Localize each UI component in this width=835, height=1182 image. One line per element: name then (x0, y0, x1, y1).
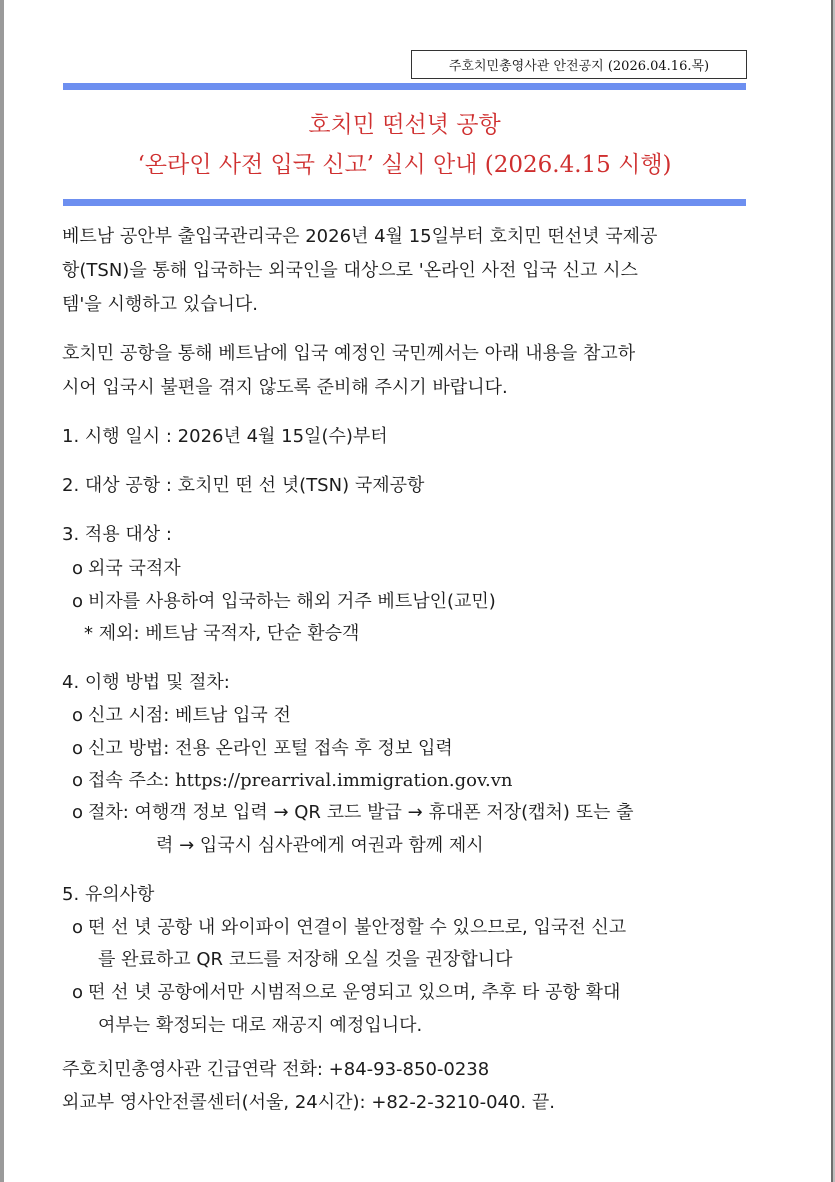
mofa-call-center-contact: 외교부 영사안전콜센터(서울, 24시간): +82-2-3210-040. 끝. (62, 1092, 555, 1113)
section-4-item (62, 701, 291, 731)
section-2-target-airport: 2. 대상 공항 : 호치민 떤 선 녓(TSN) 국제공항 (62, 475, 425, 496)
section-4-item-text: 절차: 여행객 정보 입력 → QR 코드 발급 → 휴대폰 저장(캡처) 또는 출 (88, 802, 634, 823)
prearrival-portal-link[interactable]: https://prearrival.immigration.gov.vn (175, 770, 513, 791)
section-5-heading: 5. 유의사항 (62, 884, 155, 905)
section-4-heading: 4. 이행 방법 및 절차: (62, 672, 230, 693)
notice-header-label: 주호치민총영사관 안전공지 (2026.04.16.목) (448, 59, 710, 74)
section-3-item-text: 비자를 사용하여 입국하는 해외 거주 베트남인(교민) (88, 591, 496, 612)
section-4-url-label: 접속 주소: (88, 770, 170, 791)
section-3-item (62, 587, 496, 617)
intro-para1-line3: 템'을 시행하고 있습니다. (62, 294, 258, 315)
intro-para2-line1: 호치민 공항을 통해 베트남에 입국 예정인 국민께서는 아래 내용을 참고하 (62, 343, 636, 364)
title-divider-bottom (63, 199, 746, 206)
section-5-item-text: 떤 선 녓 공항에서만 시범적으로 운영되고 있으며, 추후 타 공항 확대 (88, 982, 621, 1003)
bullet-icon: o (72, 705, 84, 726)
intro-para2-line2: 시어 입국시 불편을 겪지 않도록 준비해 주시기 바랍니다. (62, 377, 508, 398)
section-4-item (62, 766, 512, 796)
section-4-item-text: 신고 시점: 베트남 입국 전 (88, 705, 291, 726)
section-3-heading: 3. 적용 대상 : (62, 524, 172, 545)
page-frame-right (830, 0, 835, 1182)
section-1-effective-date: 1. 시행 일시 : 2026년 4월 15일(수)부터 (62, 426, 388, 447)
section-5-item (62, 978, 620, 1008)
section-5-item-text: 떤 선 녓 공항 내 와이파이 연결이 불안정할 수 있으므로, 입국전 신고 (88, 917, 627, 938)
page-frame-left (0, 0, 4, 1182)
section-3-item (62, 554, 181, 584)
title-divider-top (63, 83, 746, 90)
consulate-emergency-contact: 주호치민총영사관 긴급연락 전화: +84-93-850-0238 (62, 1059, 490, 1080)
bullet-icon: o (72, 738, 84, 759)
intro-para1-line1: 베트남 공안부 출입국관리국은 2026년 4월 15일부터 호치민 떤선녓 국제공 (62, 226, 658, 247)
bullet-icon: o (72, 917, 84, 938)
bullet-icon: o (72, 558, 84, 579)
section-5-item-continuation: 여부는 확정되는 대로 재공지 예정입니다. (98, 1015, 423, 1036)
bullet-icon: o (72, 591, 84, 612)
page-title-line2: ‘온라인 사전 입국 신고’ 실시 안내 (2026.4.15 시행) (137, 152, 672, 178)
section-4-item-continuation: 력 → 입국시 심사관에게 여권과 함께 제시 (156, 835, 484, 856)
notice-header-box (411, 50, 747, 79)
section-4-item (62, 734, 453, 764)
section-3-exclusion-note: * 제외: 베트남 국적자, 단순 환승객 (84, 623, 360, 644)
page-title-line1: 호치민 떤선녓 공항 (308, 112, 501, 138)
section-5-item-continuation: 를 완료하고 QR 코드를 저장해 오실 것을 권장합니다 (98, 949, 513, 970)
section-5-item (62, 913, 626, 943)
bullet-icon: o (72, 982, 84, 1003)
section-4-item (62, 798, 634, 828)
bullet-icon: o (72, 802, 84, 823)
bullet-icon: o (72, 770, 84, 791)
section-3-item-text: 외국 국적자 (88, 558, 181, 579)
section-4-item-text: 신고 방법: 전용 온라인 포털 접속 후 정보 입력 (88, 738, 453, 759)
intro-para1-line2: 항(TSN)을 통해 입국하는 외국인을 대상으로 '온라인 사전 입국 신고 시스 (62, 260, 638, 281)
